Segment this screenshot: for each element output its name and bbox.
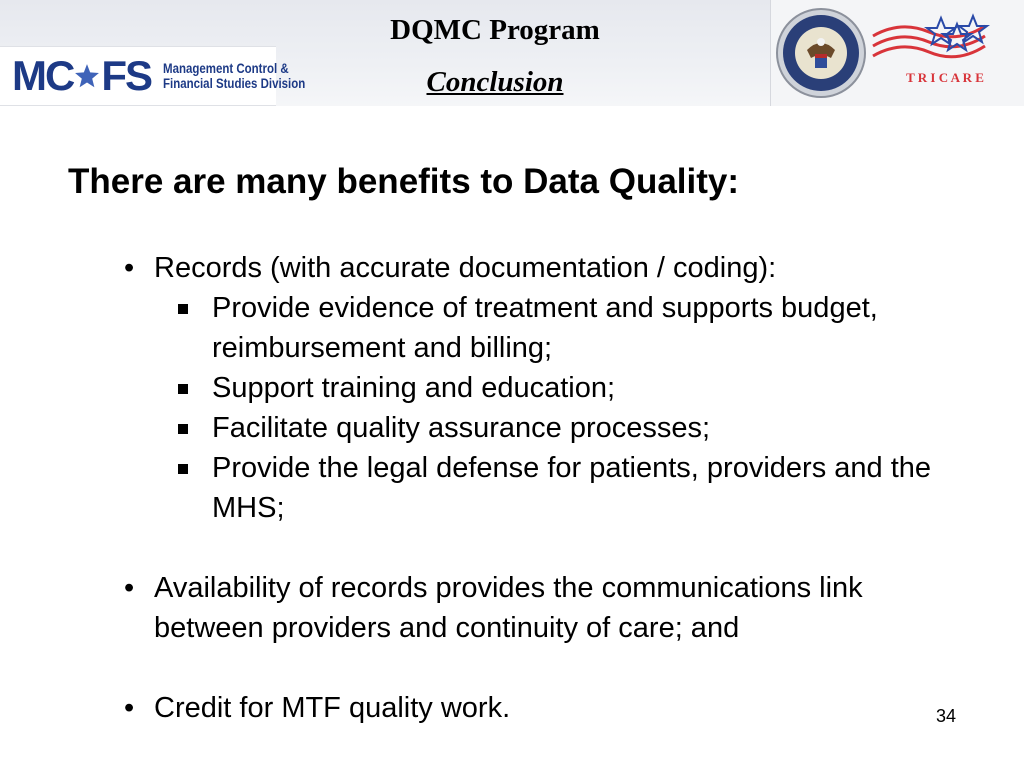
sub-bullet-text: Facilitate quality assurance processes;: [212, 412, 711, 444]
mcfs-logo-fs: FS: [101, 52, 151, 99]
sub-bullet-item: [118, 288, 978, 368]
bullet-text: Credit for MTF quality work.: [154, 692, 511, 724]
square-bullet-icon: [178, 384, 188, 394]
sub-bullet-text: Provide evidence of treatment and supports budget, reimbursement and billing;: [212, 292, 878, 364]
sub-bullet-list: [118, 288, 978, 528]
mcfs-logo-mc: MC: [12, 52, 74, 99]
spacer: [118, 528, 978, 568]
square-bullet-icon: [178, 304, 188, 314]
bullet-item: [118, 248, 978, 288]
mcfs-division-line1: Management Control &: [163, 60, 289, 76]
sub-bullet-item: [118, 408, 978, 448]
bullet-text: Records (with accurate documentation / coding):: [154, 252, 777, 284]
dod-seal-icon: [777, 9, 865, 97]
sub-bullet-item: [118, 368, 978, 408]
slide-title: DQMC Program: [390, 14, 600, 46]
main-heading: There are many benefits to Data Quality:: [68, 162, 740, 201]
mcfs-division-line2: Financial Studies Division: [163, 75, 306, 91]
bullet-item: [118, 688, 978, 728]
sub-bullet-text: Support training and education;: [212, 372, 616, 404]
bullet-item: [118, 568, 978, 648]
mcfs-division-name: [163, 61, 305, 91]
spacer: [118, 648, 978, 688]
star-icon: [74, 63, 100, 89]
mcfs-logo: [0, 46, 306, 106]
bullet-text: Availability of records provides the communications link between providers and continuity of care; and: [154, 572, 863, 644]
slide-subtitle: Conclusion: [426, 66, 564, 98]
bullet-dot: •: [124, 252, 135, 284]
mcfs-logo-mark: [12, 52, 151, 99]
tricare-wordmark: T R I C A R E: [906, 70, 984, 85]
bullet-dot: •: [124, 692, 135, 724]
sub-bullet-text: Provide the legal defense for patients, providers and the MHS;: [212, 452, 932, 524]
tricare-logo: [873, 16, 987, 57]
square-bullet-icon: [178, 424, 188, 434]
square-bullet-icon: [178, 464, 188, 474]
seals-logo-area: [770, 0, 1024, 106]
bullet-list: [118, 248, 978, 728]
sub-bullet-item: [118, 448, 978, 528]
bullet-dot: •: [124, 572, 135, 604]
page-number: 34: [936, 706, 957, 726]
